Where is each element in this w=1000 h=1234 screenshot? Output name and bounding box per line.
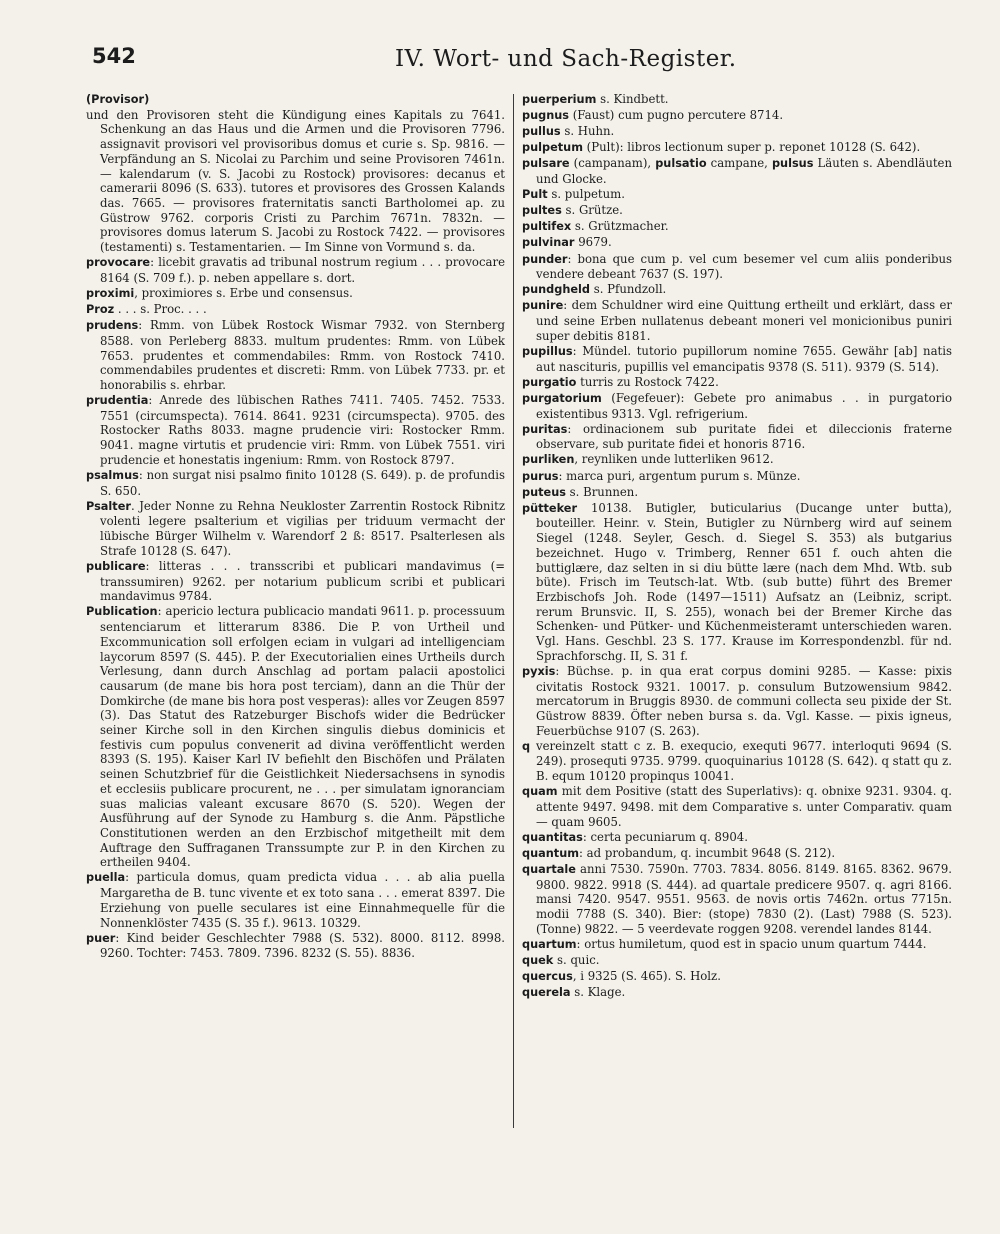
entry-text: (Pult): libros lectionum super p. reponet 10128 (S. 642). [582,140,921,155]
index-headword: purgatio [522,375,577,389]
index-entry [522,969,952,985]
index-entry [86,302,505,318]
headword-separator: : [563,298,568,313]
headword-separator: : [138,318,143,333]
headword-separator: : [576,936,581,951]
entry-text: s. Brunnen. [565,484,639,499]
entry-text: (Faust) cum pugno percutere 8714. [569,108,784,123]
index-entry [522,953,952,969]
index-headword: Pult [522,188,548,202]
headword-separator: : [145,558,150,573]
index-entry [522,298,952,343]
index-headword: pullus [522,125,561,139]
index-entry [86,255,505,285]
index-entry [522,187,952,203]
index-entry [522,252,952,282]
index-headword: pulsare [522,157,570,171]
entry-text: ortus humiletum, quod est in spacio unum quartum 7444. [580,936,927,951]
index-headword: punire [522,299,564,313]
index-headword: puer [86,931,116,945]
headword-separator: : [138,467,143,482]
index-entry [86,286,505,302]
index-entry [522,739,952,784]
headword-separator: : [148,393,153,408]
index-headword: pütteker [522,501,578,515]
index-headword: pyxis [522,664,556,678]
index-headword: punder [522,252,568,266]
index-entry [86,559,505,604]
index-headword: Psalter [86,499,131,513]
entry-text: anni 7530. 7590n. 7703. 7834. 8056. 8149. 8165. 8362. 9679. 9800. 9822. 9918 (S. 444). ad quartale predicere 9507. q. agri 8166. mansi 7420. 9547. 9551. 9563. de novis ortis 7462n. ortus 7715n. modii 7788 (S. 340). Bier: (stope) 7830 (2). (Last) 7988 (S. 523). (Tonne) 9822. — 5 veerdevate roggen 9208. verendel landes 8144. [536,861,952,936]
index-headword: pultes [522,204,562,218]
index-headword: pulpetum [522,141,583,155]
index-headword: (Provisor) [86,93,150,106]
index-headword: puerperium [522,93,597,106]
index-entry [522,282,952,298]
index-headword: quam [522,785,558,799]
entry-text: particula domus, quam predicta vidua . . . ab alia puella Margaretha de B. tunc vivente et ex toto sana . . . emerat 8397. Die Erziehung von puelle seculares ist eine Einnahmequelle für die Nonnenklöster 7435 (S. 35 f.). 9613. 10329. [100,870,505,930]
entry-text: Anrede des lübischen Rathes 7411. 7405. 7452. 7533. 7551 (circumspecta). 7614. 8641. 9231 (circumspecta). 9705. des Rostocker Raths 8033. magne prudencie viri: Rostocker Rmm. 9041. magne virtutis et prudencie viri: Rmm. von Lübek 7551. viri prudencie et honestatis ingenium: Rmm. von Rostock 8797. [100,393,505,467]
entry-text: (Fegefeuer): Gebete pro animabus . . in purgatorio existentibus 9313. Vgl. refrigerium. [536,390,952,421]
index-headword: purgatorium [522,391,602,405]
page-number: 542 [92,44,136,68]
index-entry [522,108,952,124]
index-headword: proximi [86,286,135,300]
page-title: IV. Wort- und Sach-Register. [395,46,737,72]
index-entry [522,469,952,485]
index-entry [522,156,952,186]
index-entry [522,92,952,108]
index-headword: psalmus [86,468,139,482]
index-entry [86,393,505,468]
entry-text: Büchse. p. in qua erat corpus domini 9285. — Kasse: pixis civitatis Rostock 9321. 10017. p. consulum Butzowensium 9842. mercatorum in Bruggis 8930. de communi collecta seu pixide der St. Güstrow 8839. Öfter neben bursa s. da. Vgl. Kasse. — pixis igneus, Feuerbüchse 9107 (S. 263). [536,663,952,738]
headword-separator: , [574,452,579,467]
entry-text: s. Klage. [570,985,626,1000]
index-entry [522,140,952,156]
left-column [86,92,505,961]
index-headword: quercus [522,970,573,984]
headword-separator: , [572,969,577,984]
index-headword: pultifex [522,220,572,234]
index-headword: prudentia [86,394,149,408]
index-entry [522,375,952,391]
index-headword: puritas [522,422,568,436]
entry-text: Läuten s. Abendläuten und Glocke. [536,156,953,187]
entry-text: . . . s. Proc. . . . [114,302,207,317]
index-headword: pulsus [771,157,814,171]
index-headword: purus [522,469,559,483]
index-entry [522,344,952,374]
column-divider [513,94,514,1128]
index-headword: purliken [522,453,575,467]
entry-text: Mündel. tutorio pupillorum nomine 7655. Gewähr [ab] natis aut nascituris, pupillis vel emancipatis 9378 (S. 511). 9379 (S. 514). [536,343,952,374]
index-headword: puteus [522,485,566,499]
index-headword: q [522,739,531,753]
index-headword: pulsatio [655,157,707,171]
headword-separator: : [150,255,155,270]
index-entry [522,203,952,219]
index-headword: quartale [522,862,576,876]
headword-separator: : [555,663,560,678]
index-entry [86,870,505,930]
index-entry [522,452,952,468]
entry-text: 10138. Butigler, buticularius (Ducange unter butta), bouteiller. Heinr. v. Stein, Butigler zu Nürnberg wird auf seinem Siegel (1248. Seyler, Gesch. d. Siegel S. 353) als butgarius bezeichnet. Hugo v. Trimberg, Renner 651 f. ouch ahten die buttiglære, daz selten in si diu bütte lære (nach dem Mhd. Wtb. sub büte). Frisch im Teutsch-lat. Wtb. (sub butte) führt des Bremer Erzbischofs Joh. Rode (1497—1511) Aufsatz an (Leibniz, script. rerum Brunsvic. II, S. 255), wonach bei der Bremer Kirche das Schenken- und Pütker- und Küchenmeisteramt unterschieden waren. Vgl. Hans. Geschbl. 23 S. 177. Krause im Korrespondenzbl. für nd. Sprachforschg. II, S. 31 f. [536,500,952,663]
index-headword: pugnus [522,109,570,123]
entry-text: (campanam), [569,156,656,171]
index-headword: publicare [86,559,146,573]
index-entry [522,391,952,421]
entry-text: s. quic. [553,952,600,967]
index-entry [522,846,952,862]
entry-text: vereinzelt statt c z. B. exequcio, exequti 9677. interloquti 9694 (S. 249). prosequti 9735. 9799. quoquinarius 10128 (S. 642). q statt qu z. B. equm 10120 propinqus 10041. [530,738,953,784]
index-entry [86,468,505,498]
entry-text: mit dem Positive (statt des Superlativs): q. obnixe 9231. 9304. q. attente 9497. 9498. mit dem Comparative s. unter Comparativ. quam — quam 9605. [536,784,952,829]
headword-separator: , [134,285,138,300]
index-headword: quantum [522,846,580,860]
index-entry [522,501,952,664]
entry-text: licebit gravatis ad tribunal nostrum regium . . . provocare 8164 (S. 709 f.). p. neben appellare s. dort. [100,255,505,285]
index-entry [522,784,952,829]
entry-text: s. Kindbett. [596,92,669,106]
entry-text: s. pulpetum. [547,187,625,202]
index-entry [86,499,505,559]
index-headword: puella [86,871,126,885]
index-headword: quartum [522,937,577,951]
entry-text: s. Huhn. [560,124,615,139]
entry-text: s. Grütze. [561,203,623,218]
entry-text: ordinacionem sub puritate fidei et dileccionis fraterne observare, sub puritate fidei et honoris 8716. [536,421,952,452]
headword-separator: : [115,930,120,945]
entry-text: proximiores s. Erbe und consensus. [137,285,353,300]
entry-text: non surgat nisi psalmo finito 10128 (S. 649). p. de profundis S. 650. [100,467,505,498]
index-headword: Proz [86,303,115,317]
headword-separator: : [567,421,572,436]
entry-text: litteras . . . transscribi et publicari mandavimus (= transsumiren) 9262. per notarium publicum scribi et publicari mandavimus 9784. [100,558,505,604]
index-entry [522,235,952,251]
index-entry [522,124,952,140]
headword-separator: : [125,870,130,885]
headword-separator: : [567,251,572,266]
index-entry [522,664,952,739]
headword-separator: . [130,498,135,513]
entry-text: und den Provisoren steht die Kündigung eines Kapitals zu 7641. Schenkung an das Haus und die Armen und die Provisoren 7796. assignavit provisori vel provisoribus domus et curie s. Sp. 9816. — Verpfändung an S. Nicolai zu Parchim und seine Provisoren 7461n. — kalendarum (v. S. Jacobi zu Rostock) provisores: decanus et camerarii 8096 (S. 633). tutores et provisores des Grossen Kalands das. 7665. — provisores fraternitatis sancti Bartholomei ap. zu Güstrow 9762. corporis Cristi zu Parchim 7671n. 7832n. — provisores domus laterum S. Jacobi zu Rostock 7422. — provisores (testamenti) s. Testamentarien. — Im Sinne von Vormund s. da. [86,107,505,255]
entry-text: i 9325 (S. 465). S. Holz. [576,969,721,984]
index-headword: pulvinar [522,236,575,250]
entry-text: dem Schuldner wird eine Quittung ertheilt und erklärt, dass er und seine Erben nullatenus debeant moneri vel monicionibus puniri super debitis 8181. [536,298,952,343]
headword-separator: : [157,604,162,619]
index-headword: querela [522,986,571,1000]
index-headword: pundgheld [522,283,591,297]
index-entry [522,485,952,501]
index-entry [522,937,952,953]
entry-text: Rmm. von Lübek Rostock Wismar 7932. von Sternberg 8588. von Perleberg 8833. multum prudentes: Rmm. von Lübek 7653. prudentes et commendabiles: Rmm. von Rostock 7410. commendabiles prudentes et discreti: Rmm. von Lübek 7733. pr. et honorabilis s. ehrbar. [100,318,505,392]
entry-text: Jeder Nonne zu Rehna Neukloster Zarrentin Rostock Ribnitz volenti legere psalterium et vigilias per triduum vermacht der lübische Bürger Wilhelm v. Warendorf 2 ß: 8517. Psalterlesen als Strafe 10128 (S. 647). [100,498,505,558]
right-column [522,92,952,1001]
index-headword: quek [522,953,554,967]
index-entry [522,985,952,1001]
index-entry [86,931,505,961]
entry-text: campane, [706,156,772,171]
index-entry [86,318,505,393]
index-headword: prudens [86,319,139,333]
entry-text: Kind beider Geschlechter 7988 (S. 532). 8000. 8112. 8998. 9260. Tochter: 7453. 7809. 7396. 8232 (S. 55). 8836. [100,930,505,961]
entry-text: certa pecuniarum q. 8904. [586,829,748,844]
index-entry [86,92,505,255]
entry-text: bona que cum p. vel cum besemer vel cum aliis ponderibus vendere debeant 7637 (S. 197). [536,251,952,282]
entry-text: s. Pfundzoll. [590,282,667,297]
index-entry [522,422,952,452]
headword-separator: : [579,845,583,860]
index-entry [522,219,952,235]
index-entry [522,862,952,937]
entry-text: ad probandum, q. incumbit 9648 (S. 212). [582,845,836,860]
entry-text: reynliken unde lutterliken 9612. [578,452,774,467]
headword-separator: : [572,343,577,358]
index-entry [86,604,505,870]
headword-separator: : [558,468,563,483]
index-headword: Publication [86,605,158,619]
index-headword: provocare [86,256,151,270]
index-headword: quantitas [522,830,583,844]
index-headword: pupillus [522,344,573,358]
headword-separator: : [582,829,587,844]
entry-text: marca puri, argentum purum s. Münze. [562,468,801,483]
entry-text: s. Grützmacher. [571,219,669,234]
entry-text: apericio lectura publicacio mandati 9611. p. processuum sentenciarum et litterarum 8386. Die P. von Urtheil und Excommunication soll erfolgen eciam in vulgari ad intelligenciam laycorum 8597 (S. 445). P. der Executorialien eines Urtheils durch Verlesung, dann durch Anschlag ad portam palacii apostolici causarum (de mane bis hora post terciam), dann an die Thür der Domkirche (de mane bis hora post vesperas): alles vor Zeugen 8597 (3). Das Statut des Ratzeburger Bischofs wider die Bedrücker seiner Kirche soll in den Kirchen singulis diebus dominicis et festivis cum populus convenerit ad divina veröffentlicht werden 8393 (S. 195). Kaiser Karl IV befiehlt den Bischöfen und Prälaten seinen Schutzbrief für die Geistlichkeit Niedersachsens in synodis et ecclesiis publicare procurent, ne . . . per simulatam ignoranciam suas malicias valeant excusare 8670 (S. 520). Wegen der Ausführung auf der Synode zu Hamburg s. die Anm. Päpstliche Constitutionen werden an den Erzbischof mitgetheilt mit dem Auftrage den Suffraganen Transsumpte zur P. in den Kirchen zu ertheilen 9404. [100,604,505,870]
entry-text: turris zu Rostock 7422. [576,374,719,389]
entry-text: 9679. [574,235,612,250]
index-entry [522,830,952,846]
